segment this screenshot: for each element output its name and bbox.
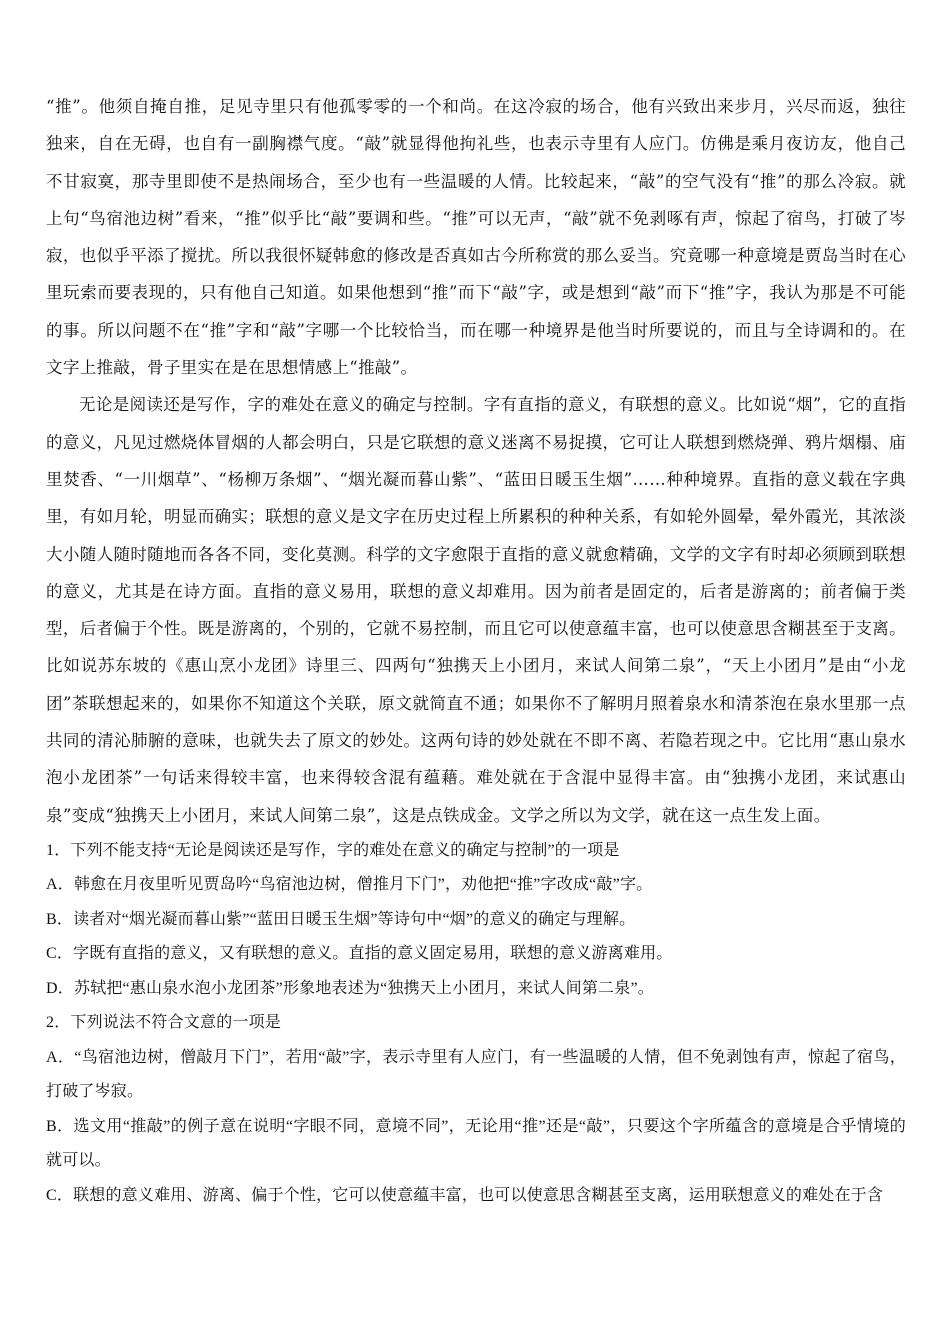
question-2 xyxy=(46,1006,906,1213)
question-2-option-c: C．联想的意义难用、游离、偏于个性，它可以使意蕴丰富，也可以使意思含糊甚至支离，运用联想意义的难处在于含 xyxy=(46,1186,884,1204)
question-1-option-b: B．读者对“烟光凝而暮山紫”“蓝田日暖玉生烟”等诗句中“烟”的意义的确定与理解。 xyxy=(46,910,636,928)
passage-paragraph-1: “推”。他须自掩自推，足见寺里只有他孤零零的一个和尚。在这冷寂的场合，他有兴致出来步月，兴尽而返，独往独来，自在无碍，也自有一副胸襟气度。“敲”就显得他拘礼些，也表示寺里有人应门。仿佛是乘月夜访友，他自己不甘寂寞，那寺里即使不是热闹场合，至少也有一些温暖的人情。比较起来，“敲”的空气没有“推”的那么冷寂。就上句“鸟宿池边树”看来，“推”似乎比“敲”要调和些。“推”可以无声，“敲”就不免剥啄有声，惊起了宿鸟，打破了岑寂，也似乎平添了搅扰。所以我很怀疑韩愈的修改是否真如古今所称赏的那么妥当。究竟哪一种意境是贾岛当时在心里玩索而要表现的，只有他自己知道。如果他想到“推”而下“敲”字，或是想到“敲”而下“推”字，我认为那是不可能的事。所以问题不在“推”字和“敲”字哪一个比较恰当，而在哪一种境界是他当时所要说的，而且与全诗调和的。在文字上推敲，骨子里实在是在思想情感上“推敲”。 xyxy=(46,97,906,378)
question-1-stem: 1．下列不能支持“无论是阅读还是写作，字的难处在意义的确定与控制”的一项是 xyxy=(46,841,620,859)
question-2-option-b: B．选文用“推敲”的例子意在说明“字眼不同，意境不同”，无论用“推”还是“敲”，只要这个字所蕴含的意境是合乎情境的就可以。 xyxy=(46,1117,906,1170)
document-page xyxy=(46,88,906,1213)
question-1-option-d: D．苏轼把“惠山泉水泡小龙团茶”形象地表述为“独携天上小团月，来试人间第二泉”。 xyxy=(46,979,654,997)
question-1 xyxy=(46,834,906,1007)
passage-paragraph-2: 无论是阅读还是写作，字的难处在意义的确定与控制。字有直指的意义，有联想的意义。比如说“烟”，它的直指的意义，凡见过燃烧体冒烟的人都会明白，只是它联想的意义迷离不易捉摸，它可让人联想到燃烧弹、鸦片烟榻、庙里焚香、“一川烟草”、“杨柳万条烟”、“烟光凝而暮山紫”、“蓝田日暖玉生烟”……种种境界。直指的意义载在字典里，有如月轮，明显而确实；联想的意义是文字在历史过程上所累积的种种关系，有如轮外圆晕，晕外霞光，其浓淡大小随人随时随地而各各不同，变化莫测。科学的文字愈限于直指的意义就愈精确，文学的文字有时却必须顾到联想的意义，尤其是在诗方面。直指的意义易用，联想的意义却难用。因为前者是固定的，后者是游离的；前者偏于类型，后者偏于个性。既是游离的，个别的，它就不易控制，而且它可以使意蕴丰富，也可以使意思含糊甚至于支离。比如说苏东坡的《惠山烹小龙团》诗里三、四两句“独携天上小团月，来试人间第二泉”，“天上小团月”是由“小龙团”茶联想起来的，如果你不知道这个关联，原文就简直不通；如果你不了解明月照着泉水和清茶泡在泉水里那一点共同的清沁肺腑的意味，也就失去了原文的妙处。这两句诗的妙处就在不即不离、若隐若现之中。它比用“惠山泉水泡小龙团茶”一句话来得较丰富，也来得较含混有蕴藉。难处就在于含混中显得丰富。由“独携小龙团，来试惠山泉”变成“独携天上小团月，来试人间第二泉”，这是点铁成金。文学之所以为文学，就在这一点生发上面。 xyxy=(46,395,906,825)
question-1-option-c: C．字既有直指的意义，又有联想的意义。直指的意义固定易用，联想的意义游离难用。 xyxy=(46,945,673,963)
question-2-stem: 2．下列说法不符合文意的一项是 xyxy=(46,1014,282,1032)
question-2-option-a: A．“鸟宿池边树，僧敲月下门”，若用“敲”字，表示寺里有人应门，有一些温暖的人情，但不免剥蚀有声，惊起了宿鸟，打破了岑寂。 xyxy=(46,1048,906,1101)
question-1-option-a: A．韩愈在月夜里听见贾岛吟“鸟宿池边树，僧推月下门”，劝他把“推”字改成“敲”字。 xyxy=(46,876,653,894)
